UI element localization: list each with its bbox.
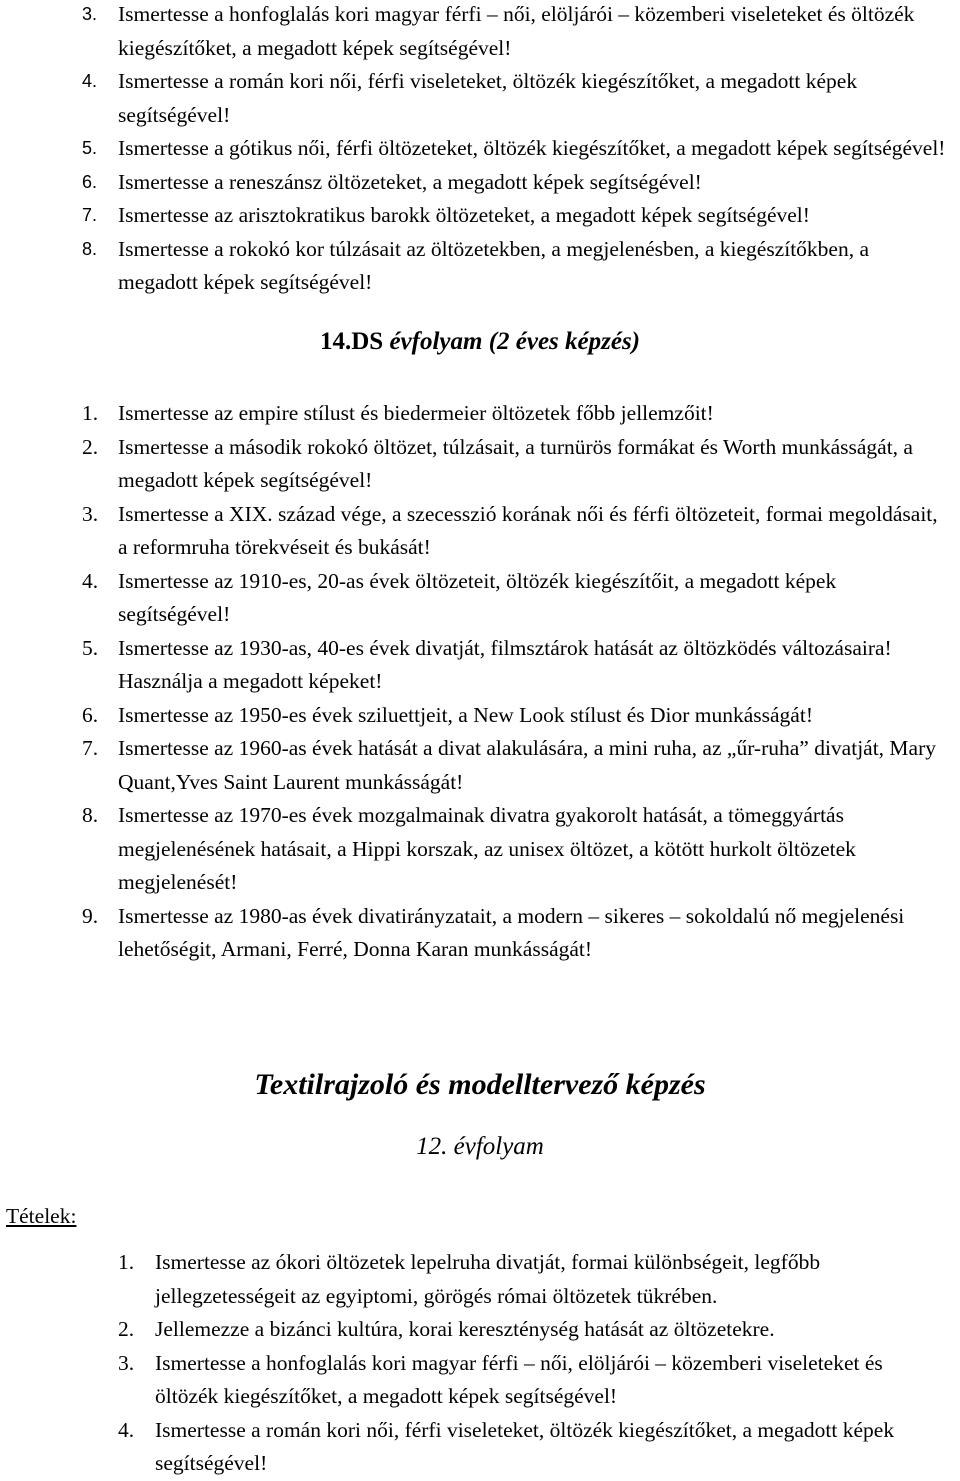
item-number: 3. <box>118 1350 135 1375</box>
item-number: 2. <box>118 1317 135 1341</box>
item-text: Ismertesse az 1910-es, 20-as évek öltözeteit, öltözék kiegészítőit, a megadott képek segítségével! <box>118 568 837 626</box>
list-item <box>82 132 950 166</box>
top-list <box>82 0 950 300</box>
item-text: Ismertesse a második rokokó öltözet, túlzásait, a turnürös formákat és Worth munkásságát, a megadott képek segítségével! <box>118 434 913 492</box>
list-item <box>82 0 950 65</box>
item-number: 8. <box>82 803 99 827</box>
item-text: Ismertesse a honfoglalás kori magyar férfi – női, elöljárói – közemberi viseleteket és öltözék kiegészítőket, a megadott képek segítségével! <box>118 2 915 60</box>
list-item <box>118 1246 950 1313</box>
list-item <box>82 498 950 565</box>
item-number: 7. <box>82 205 98 225</box>
item-text: Ismertesse az 1930-as, 40-es évek divatját, filmsztárok hatását az öltözködés változásaira! Használja a megadott képeket! <box>118 635 892 693</box>
item-number: 5. <box>82 635 99 660</box>
list-item <box>82 199 950 233</box>
item-text: Ismertesse a román kori női, férfi viseleteket, öltözék kiegészítőket, a megadott képek segítségével! <box>155 1417 895 1475</box>
item-number: 4. <box>82 568 99 593</box>
item-text: Ismertesse az 1950-es évek sziluettjeit, a New Look stílust és Dior munkásságát! <box>118 702 813 727</box>
item-text: Ismertesse az 1980-as évek divatirányzatait, a modern – sikeres – sokoldalú nő megjelenési lehetőségit, Armani, Ferré, Donna Karan munkásságát! <box>118 903 905 961</box>
item-number: 3. <box>82 501 99 526</box>
item-text: Ismertesse az 1960-as évek hatását a divat alakulására, a mini ruha, az „űr-ruha” divatját, Mary Quant,Yves Saint Laurent munkásságát! <box>118 736 936 794</box>
item-text: Ismertesse a rokokó kor túlzásait az öltözetekben, a megjelenésben, a kiegészítőkben, a megadott képek segítségével! <box>118 236 870 294</box>
list-item <box>82 900 950 967</box>
item-text: Ismertesse a gótikus női, férfi öltözeteket, öltözék kiegészítőket, a megadott képek segítségével! <box>118 136 946 160</box>
item-text: Ismertesse a román kori női, férfi viseleteket, öltözék kiegészítőket, a megadott képek segítségével! <box>118 69 858 127</box>
tetelek-label: Tételek: <box>6 1204 77 1228</box>
list-item <box>82 65 950 132</box>
list-item <box>82 632 950 699</box>
list-item <box>82 732 950 799</box>
item-number: 4. <box>82 71 98 91</box>
textil-title: Textilrajzoló és modelltervező képzés <box>254 1068 706 1101</box>
item-number: 6. <box>82 702 99 727</box>
item-number: 1. <box>82 401 99 425</box>
list-item <box>118 1414 950 1481</box>
heading-italic: évfolyam (2 éves képzés) <box>389 328 641 355</box>
list-item <box>82 397 950 431</box>
item-number: 2. <box>82 434 99 459</box>
item-number: 5. <box>82 138 98 158</box>
item-text: Ismertesse az arisztokratikus barokk öltözeteket, a megadott képek segítségével! <box>118 203 810 227</box>
item-text: Ismertesse a honfoglalás kori magyar férfi – női, elöljárói – közemberi viseleteket és öltözék kiegészítőket, a megadott képek segítségével! <box>155 1350 883 1408</box>
item-number: 6. <box>82 171 98 192</box>
item-number: 8. <box>82 238 98 259</box>
heading-prefix: 14.DS <box>319 328 390 355</box>
list-item <box>82 166 950 200</box>
list-item <box>82 799 950 900</box>
textil-year: 12. évfolyam <box>416 1133 544 1160</box>
item-text: Ismertesse az empire stílust és biedermeier öltözetek főbb jellemzőit! <box>118 401 714 425</box>
list-item <box>82 431 950 498</box>
list-item <box>82 233 950 300</box>
textil-list <box>118 1246 950 1481</box>
list-item <box>118 1313 950 1347</box>
section-14-list <box>82 397 950 967</box>
item-number: 7. <box>82 736 99 760</box>
item-number: 9. <box>82 903 99 928</box>
item-text: Ismertesse a reneszánsz öltözeteket, a megadott képek segítségével! <box>118 169 702 194</box>
item-text: Ismertesse az ókori öltözetek lepelruha divatját, formai különbségeit, legfőbb jellegzetességeit az egyiptomi, görögés római öltözetek tükrében. <box>155 1250 821 1308</box>
item-number: 4. <box>118 1417 135 1442</box>
item-number: 1. <box>118 1250 135 1274</box>
list-item <box>118 1347 950 1414</box>
item-text: Jellemezze a bizánci kultúra, korai kereszténység hatását az öltözetekre. <box>155 1317 775 1341</box>
list-item <box>82 699 950 733</box>
item-number: 3. <box>82 4 98 24</box>
item-text: Ismertesse az 1970-es évek mozgalmainak divatra gyakorolt hatását, a tömeggyártás megjelenésének hatásait, a Hippi korszak, az unisex öltözet, a kötött hurkolt öltözetek megjelenését! <box>118 803 856 894</box>
section-14-heading <box>0 328 960 356</box>
item-text: Ismertesse a XIX. század vége, a szecesszió korának női és férfi öltözeteit, formai megoldásait, a reformruha törekvéseit és bukását! <box>118 501 938 559</box>
list-item <box>82 565 950 632</box>
